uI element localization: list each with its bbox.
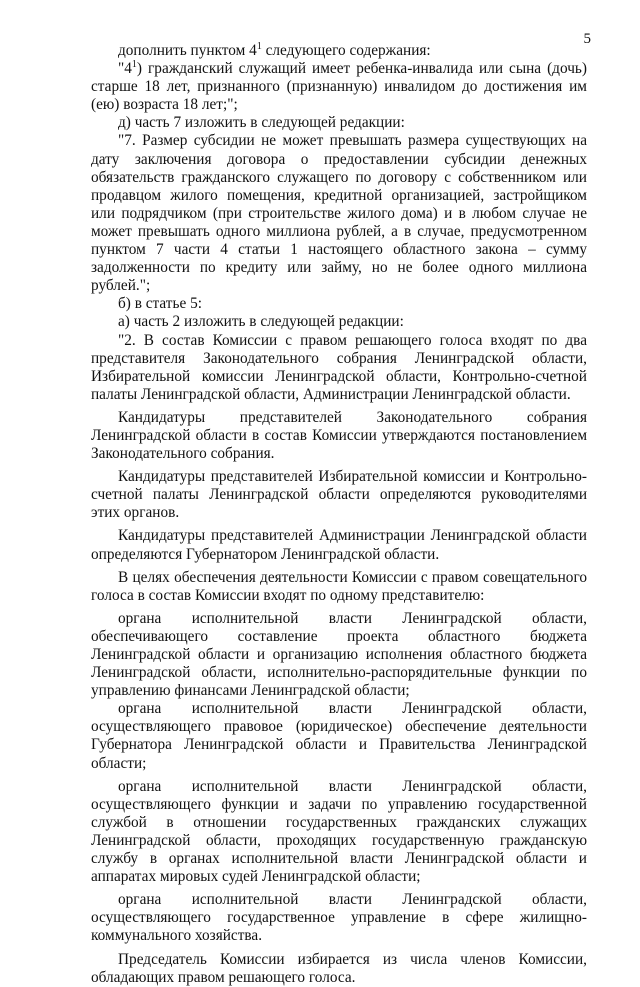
page-number: 5 <box>583 31 591 47</box>
paragraph-part-2-text: "2. В состав Комиссии с правом решающего голоса входят по два представителя Законодательного собрания Ленинградской области, Избирательной комиссии Ленинградской области, Контрольно-счетной палаты Ленинградской области, Администрации Ленинградской области. <box>91 331 587 403</box>
paragraph-part-2-heading: а) часть 2 изложить в следующей редакции: <box>118 313 404 331</box>
paragraph-electoral-candidates: Кандидатуры представителей Избирательной комиссии и Контрольно-счетной палаты Ленинградской области определяются руководителями этих органов. <box>91 468 587 522</box>
paragraph-advisory-members: В целях обеспечения деятельности Комиссии с правом совещательного голоса в состав Комиссии входят по одному представителю: <box>91 568 587 604</box>
paragraph-housing-body: органа исполнительной власти Ленинградской области, осуществляющего государственное управление в сфере жилищно-коммунального хозяйства. <box>91 891 587 945</box>
paragraph-administration-candidates: Кандидатуры представителей Администрации Ленинградской области определяются Губернатором Ленинградской области. <box>91 527 587 563</box>
paragraph-chairman: Председатель Комиссии избирается из числа членов Комиссии, обладающих правом решающего голоса. <box>91 950 587 986</box>
paragraph-part-7-heading: д) часть 7 изложить в следующей редакции: <box>118 114 405 132</box>
paragraph-finance-body: органа исполнительной власти Ленинградской области, обеспечивающего составление проекта областного бюджета Ленинградской области и организацию исполнения областного бюджета Ленинградской области, исполнительно-распорядительные функции по управлению финансами Ленинградской области; <box>91 609 587 700</box>
paragraph-amendment-intro: дополнить пунктом $4^1$ следующего содержания: <box>118 40 431 59</box>
paragraph-point-4-1: "$4^1$) гражданский служащий имеет ребенка-инвалида или сына (дочь) старше 18 лет, признанного (признанную) инвалидом до достижения им (ею) возраста 18 лет;"; <box>91 59 587 114</box>
paragraph-legal-body: органа исполнительной власти Ленинградской области, осуществляющего правовое (юридическое) обеспечение деятельности Губернатора Ленинградской области и Правительства Ленинградской области; <box>91 700 587 772</box>
paragraph-legislative-candidates: Кандидатуры представителей Законодательного собрания Ленинградской области в состав Комиссии утверждаются постановлением Законодательного собрания. <box>91 408 587 463</box>
paragraph-civil-service-body: органа исполнительной власти Ленинградской области, осуществляющего функции и задачи по управлению государственной службой в отношении государственных гражданских служащих Ленинградской области, проходящих государственную гражданскую службу в органах исполнительной власти Ленинградской области и аппаратах мировых судей Ленинградской области; <box>91 777 587 886</box>
paragraph-article-5-heading: б) в статье 5: <box>118 295 202 313</box>
paragraph-part-7-text: "7. Размер субсидии не может превышать размера существующих на дату заключения договора о предоставлении субсидии денежных обязательств гражданского служащего по договору с собственником или продавцом жилого помещения, кредитной организацией, застройщиком или подрядчиком (при строительстве жилого дома) и в любом случае не может превышать одного миллиона рублей, а в случае, предусмотренном пунктом 7 части 4 статьи 1 настоящего областного закона – сумму задолженности по кредиту или займу, но не более одного миллиона рублей."; <box>91 132 587 295</box>
document-body <box>91 42 587 987</box>
